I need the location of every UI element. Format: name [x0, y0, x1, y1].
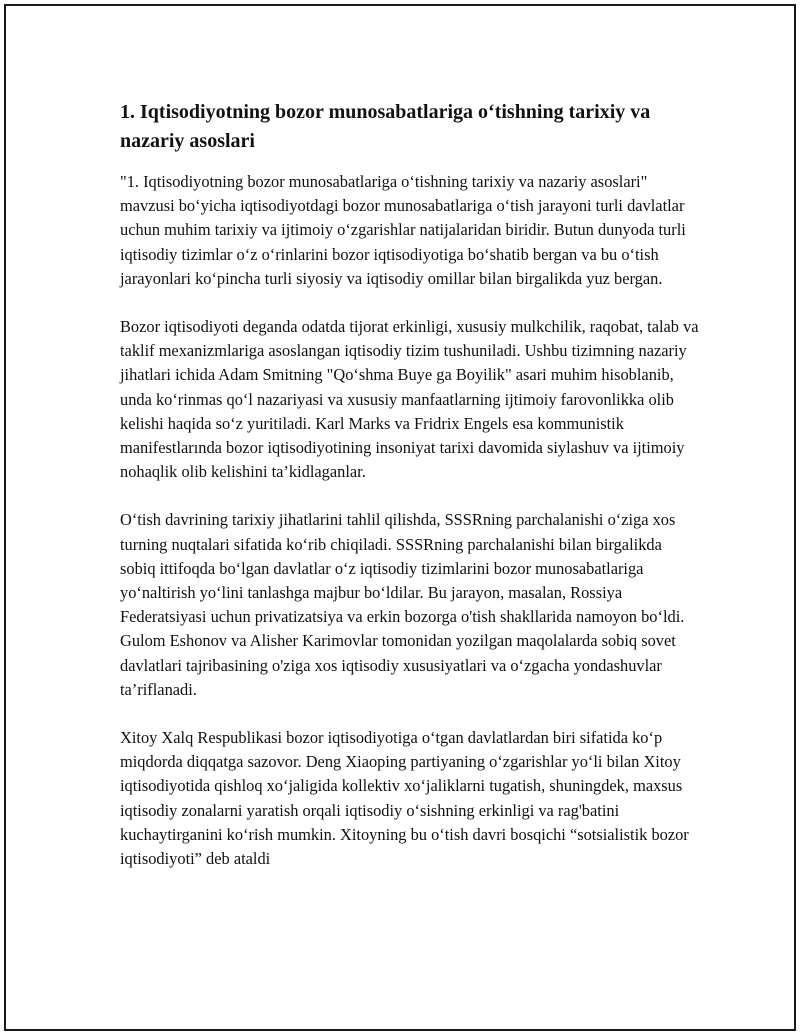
- paragraph-4: Xitoy Xalq Respublikasi bozor iqtisodiyotiga o‘tgan davlatlardan biri sifatida ko‘p miqdorda diqqatga sazovor. Deng Xiaoping partiyaning o‘zgarishlar yo‘li bilan Xitoy iqtisodiyotida qishloq xo‘jaligida kollektiv xo‘jaliklarni tugatish, shuningdek, maxsus iqtisodiy zonalarni yaratish orqali iqtisodiy o‘sishning erkinligi va rag'batini kuchaytirganini ko‘rish mumkin. Xitoyning bu o‘tish davri bosqichi “sotsialistik bozor iqtisodiyoti” deb ataldi: [120, 728, 689, 869]
- page-frame: [4, 4, 796, 1031]
- paragraph-2: Bozor iqtisodiyoti deganda odatda tijorat erkinligi, xususiy mulkchilik, raqobat, talab va taklif mexanizmlariga asoslangan iqtisodiy tizim tushuniladi. Ushbu tizimning nazariy jihatlari ichida Adam Smitning "Qo‘shma Buye ga Boyilik" asari muhim hisoblanib, unda ko‘rinmas qo‘l nazariyasi va xususiy manfaatlarning ijtimoiy farovonlikka olib kelishi haqida so‘z yuritiladi. Karl Marks va Fridrix Engels esa kommunistik manifestlarında bozor iqtisodiyotining insoniyat tarixi davomida siylashuv va ijtimoiy nohaqlik olib kelishini ta’kidlaganlar.: [120, 317, 699, 482]
- paragraph-3: O‘tish davrining tarixiy jihatlarini tahlil qilishda, SSSRning parchalanishi o‘ziga xos turning nuqtalari sifatida ko‘rib chiqiladi. SSSRning parchalanishi bilan birgalikda sobiq ittifoqda bo‘lgan davlatlar o‘z iqtisodiy tizimlarini bozor munosabatlariga yo‘naltirish yo‘lini tanlashga majbur bo‘ldilar. Bu jarayon, masalan, Rossiya Federatsiyasi uchun privatizatsiya va erkin bozorga o'tish shakllarida namoyon bo‘ldi. Gulom Eshonov va Alisher Karimovlar tomonidan yozilgan maqolalarda sobiq sovet davlatlari tajribasining o'ziga xos iqtisodiy xususiyatlari va o‘zgacha yondashuvlar ta’riflanadi.: [120, 510, 685, 699]
- document-title: 1. Iqtisodiyotning bozor munosabatlariga o‘tishning tarixiy va nazariy asoslari: [120, 101, 651, 152]
- document-body: [120, 98, 700, 895]
- paragraph-1: "1. Iqtisodiyotning bozor munosabatlariga o‘tishning tarixiy va nazariy asoslari" mavzusi bo‘yicha iqtisodiyotdagi bozor munosabatlariga o‘tish jarayoni turli davlatlar uchun muhim tarixiy va ijtimoiy o‘zgarishlar natijalaridan biridir. Butun dunyoda turli iqtisodiy tizimlar o‘z o‘rinlarini bozor iqtisodiyotiga bo‘shatib bergan va bu o‘tish jarayonlari ko‘pincha turli siyosiy va iqtisodiy omillar bilan birgalikda yuz bergan.: [120, 172, 686, 288]
